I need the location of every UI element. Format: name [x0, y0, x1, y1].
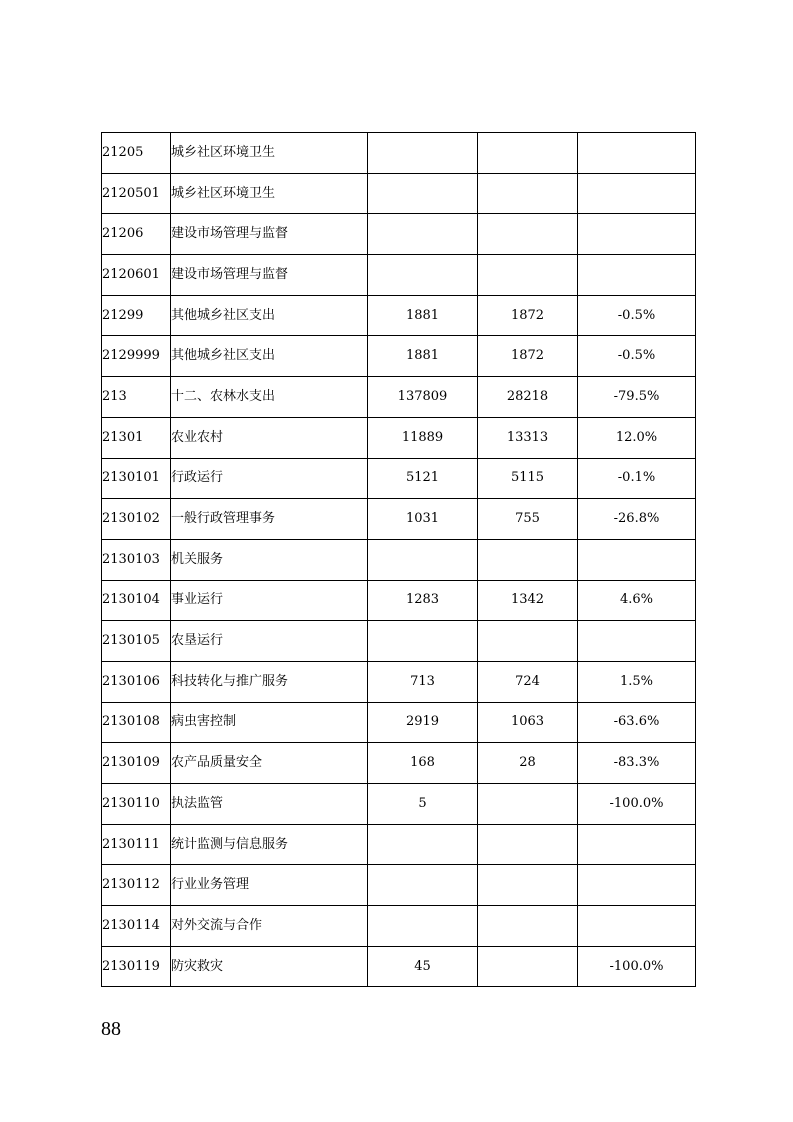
- table-row: [102, 580, 696, 621]
- code-cell: 2130112: [102, 865, 171, 906]
- table-row: [102, 702, 696, 743]
- item-name-cell: 建设市场管理与监督: [171, 255, 368, 296]
- change-percent-cell: -0.1%: [578, 458, 696, 499]
- budget-table-body: [102, 133, 696, 987]
- value-a-cell: [368, 214, 478, 255]
- budget-table: [101, 132, 696, 987]
- table-row: [102, 173, 696, 214]
- code-cell: 2130106: [102, 661, 171, 702]
- value-a-cell: [368, 621, 478, 662]
- code-cell: 21301: [102, 417, 171, 458]
- value-a-cell: 168: [368, 743, 478, 784]
- value-b-cell: 724: [478, 661, 578, 702]
- value-a-cell: 1031: [368, 499, 478, 540]
- value-b-cell: 5115: [478, 458, 578, 499]
- change-percent-cell: [578, 824, 696, 865]
- item-name-cell: 十二、农林水支出: [171, 377, 368, 418]
- item-name-cell: 农产品质量安全: [171, 743, 368, 784]
- value-a-cell: [368, 539, 478, 580]
- value-b-cell: 28218: [478, 377, 578, 418]
- table-row: [102, 214, 696, 255]
- change-percent-cell: -63.6%: [578, 702, 696, 743]
- value-b-cell: [478, 824, 578, 865]
- code-cell: 2120501: [102, 173, 171, 214]
- change-percent-cell: [578, 173, 696, 214]
- table-row: [102, 906, 696, 947]
- value-b-cell: [478, 946, 578, 987]
- value-a-cell: [368, 255, 478, 296]
- value-b-cell: 1063: [478, 702, 578, 743]
- change-percent-cell: [578, 255, 696, 296]
- code-cell: 2120601: [102, 255, 171, 296]
- code-cell: 21206: [102, 214, 171, 255]
- code-cell: 21299: [102, 295, 171, 336]
- change-percent-cell: -0.5%: [578, 336, 696, 377]
- change-percent-cell: -100.0%: [578, 784, 696, 825]
- value-a-cell: 713: [368, 661, 478, 702]
- value-a-cell: [368, 906, 478, 947]
- value-a-cell: [368, 173, 478, 214]
- item-name-cell: 农业农村: [171, 417, 368, 458]
- value-b-cell: 13313: [478, 417, 578, 458]
- value-a-cell: [368, 865, 478, 906]
- item-name-cell: 执法监管: [171, 784, 368, 825]
- code-cell: 2130111: [102, 824, 171, 865]
- table-row: [102, 255, 696, 296]
- table-row: [102, 539, 696, 580]
- code-cell: 2130109: [102, 743, 171, 784]
- value-a-cell: 1283: [368, 580, 478, 621]
- change-percent-cell: -100.0%: [578, 946, 696, 987]
- table-row: [102, 743, 696, 784]
- table-row: [102, 824, 696, 865]
- item-name-cell: 科技转化与推广服务: [171, 661, 368, 702]
- change-percent-cell: -0.5%: [578, 295, 696, 336]
- page-number: 88: [101, 1018, 121, 1040]
- change-percent-cell: [578, 906, 696, 947]
- value-a-cell: 2919: [368, 702, 478, 743]
- table-row: [102, 377, 696, 418]
- table-row: [102, 621, 696, 662]
- change-percent-cell: [578, 214, 696, 255]
- code-cell: 2130105: [102, 621, 171, 662]
- table-row: [102, 458, 696, 499]
- table-row: [102, 336, 696, 377]
- change-percent-cell: -26.8%: [578, 499, 696, 540]
- code-cell: 2130110: [102, 784, 171, 825]
- value-b-cell: [478, 214, 578, 255]
- code-cell: 2130114: [102, 906, 171, 947]
- change-percent-cell: 12.0%: [578, 417, 696, 458]
- item-name-cell: 其他城乡社区支出: [171, 295, 368, 336]
- table-row: [102, 133, 696, 174]
- value-a-cell: 45: [368, 946, 478, 987]
- value-b-cell: [478, 173, 578, 214]
- table-row: [102, 784, 696, 825]
- value-a-cell: 5121: [368, 458, 478, 499]
- item-name-cell: 事业运行: [171, 580, 368, 621]
- item-name-cell: 其他城乡社区支出: [171, 336, 368, 377]
- value-b-cell: 28: [478, 743, 578, 784]
- code-cell: 2130103: [102, 539, 171, 580]
- item-name-cell: 农垦运行: [171, 621, 368, 662]
- value-b-cell: 1872: [478, 336, 578, 377]
- item-name-cell: 机关服务: [171, 539, 368, 580]
- item-name-cell: 行业业务管理: [171, 865, 368, 906]
- item-name-cell: 病虫害控制: [171, 702, 368, 743]
- item-name-cell: 统计监测与信息服务: [171, 824, 368, 865]
- change-percent-cell: 4.6%: [578, 580, 696, 621]
- value-a-cell: 5: [368, 784, 478, 825]
- table-row: [102, 499, 696, 540]
- value-b-cell: [478, 784, 578, 825]
- change-percent-cell: -79.5%: [578, 377, 696, 418]
- code-cell: 2129999: [102, 336, 171, 377]
- code-cell: 2130119: [102, 946, 171, 987]
- code-cell: 2130108: [102, 702, 171, 743]
- value-b-cell: 1342: [478, 580, 578, 621]
- table-row: [102, 661, 696, 702]
- value-b-cell: [478, 865, 578, 906]
- value-b-cell: [478, 133, 578, 174]
- item-name-cell: 防灾救灾: [171, 946, 368, 987]
- change-percent-cell: -83.3%: [578, 743, 696, 784]
- value-a-cell: [368, 824, 478, 865]
- change-percent-cell: [578, 865, 696, 906]
- value-a-cell: 1881: [368, 336, 478, 377]
- code-cell: 2130101: [102, 458, 171, 499]
- item-name-cell: 行政运行: [171, 458, 368, 499]
- item-name-cell: 对外交流与合作: [171, 906, 368, 947]
- value-a-cell: 1881: [368, 295, 478, 336]
- change-percent-cell: [578, 133, 696, 174]
- value-b-cell: [478, 621, 578, 662]
- change-percent-cell: [578, 621, 696, 662]
- item-name-cell: 城乡社区环境卫生: [171, 133, 368, 174]
- value-b-cell: 755: [478, 499, 578, 540]
- value-b-cell: [478, 539, 578, 580]
- value-a-cell: 137809: [368, 377, 478, 418]
- value-a-cell: [368, 133, 478, 174]
- value-a-cell: 11889: [368, 417, 478, 458]
- change-percent-cell: 1.5%: [578, 661, 696, 702]
- table-row: [102, 295, 696, 336]
- code-cell: 213: [102, 377, 171, 418]
- value-b-cell: [478, 255, 578, 296]
- code-cell: 2130102: [102, 499, 171, 540]
- table-row: [102, 946, 696, 987]
- item-name-cell: 一般行政管理事务: [171, 499, 368, 540]
- code-cell: 21205: [102, 133, 171, 174]
- code-cell: 2130104: [102, 580, 171, 621]
- change-percent-cell: [578, 539, 696, 580]
- table-row: [102, 865, 696, 906]
- value-b-cell: 1872: [478, 295, 578, 336]
- value-b-cell: [478, 906, 578, 947]
- item-name-cell: 城乡社区环境卫生: [171, 173, 368, 214]
- item-name-cell: 建设市场管理与监督: [171, 214, 368, 255]
- table-row: [102, 417, 696, 458]
